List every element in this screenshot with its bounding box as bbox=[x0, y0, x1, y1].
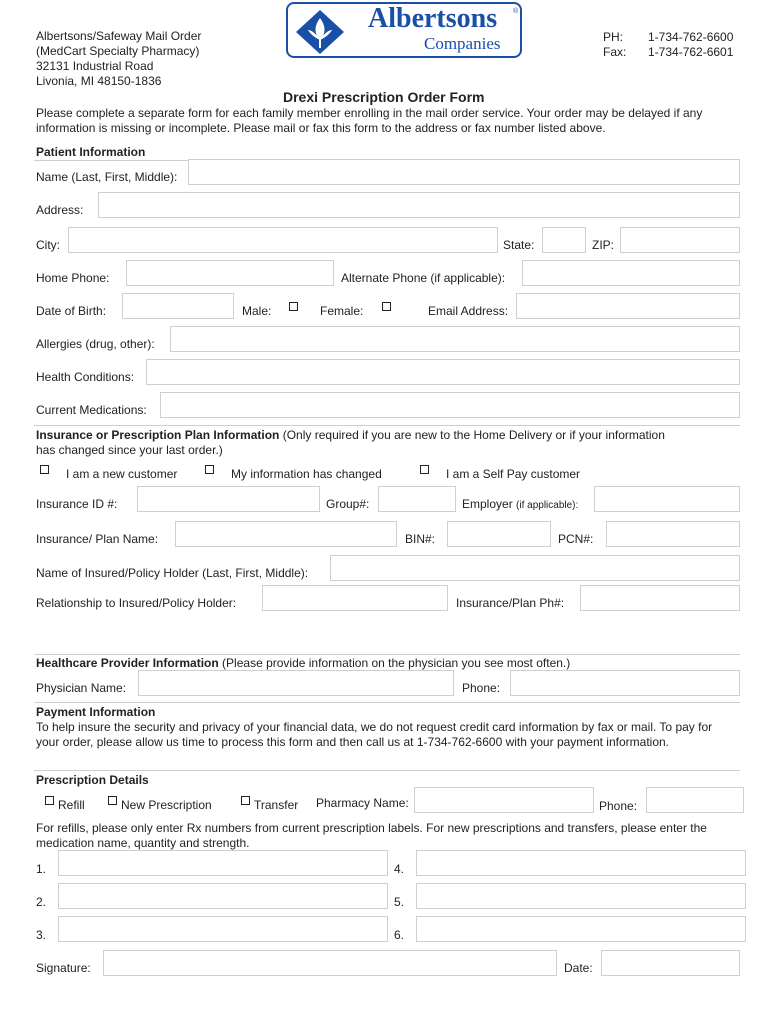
logo-wordmark: Albertsons bbox=[368, 3, 498, 34]
insurance-heading-row bbox=[36, 428, 665, 442]
pharmacy-phone-label: Phone: bbox=[599, 799, 638, 813]
city-input[interactable] bbox=[68, 227, 498, 253]
signature-label: Signature: bbox=[36, 961, 91, 975]
plan-name-label: Insurance/ Plan Name: bbox=[36, 532, 159, 546]
new-customer-label: I am a new customer bbox=[66, 467, 178, 481]
name-label: Name (Last, First, Middle): bbox=[36, 170, 178, 184]
fax-label: Fax: bbox=[603, 45, 627, 59]
alt-phone-input[interactable] bbox=[522, 260, 740, 286]
divider bbox=[34, 425, 740, 426]
zip-input[interactable] bbox=[620, 227, 740, 253]
self-pay-label: I am a Self Pay customer bbox=[446, 467, 581, 481]
form-title: Drexi Prescription Order Form bbox=[283, 89, 485, 105]
relationship-label: Relationship to Insured/Policy Holder: bbox=[36, 596, 237, 610]
address-line: 32131 Industrial Road bbox=[36, 59, 154, 73]
employer-input[interactable] bbox=[594, 486, 740, 512]
phone-value: 1-734-762-6600 bbox=[648, 30, 734, 44]
female-checkbox[interactable] bbox=[382, 302, 391, 311]
city-label: City: bbox=[36, 238, 60, 252]
group-label: Group#: bbox=[326, 497, 370, 511]
rx-line-2-input[interactable] bbox=[58, 883, 388, 909]
logo-registered-mark: ® bbox=[513, 8, 519, 15]
bin-label: BIN#: bbox=[405, 532, 436, 546]
rx-line-6-input[interactable] bbox=[416, 916, 746, 942]
divider bbox=[34, 702, 740, 703]
provider-note: (Please provide information on the physician you see most often.) bbox=[218, 656, 571, 670]
address-line: (MedCart Specialty Pharmacy) bbox=[36, 44, 200, 58]
state-input[interactable] bbox=[542, 227, 586, 253]
rx-line-4-input[interactable] bbox=[416, 850, 746, 876]
address-label: Address: bbox=[36, 203, 84, 217]
payment-text: To help insure the security and privacy of your financial data, we do not request credit card information by fax or mail. To pay for your order, please allow us time to process this form and then call us at 1-734-762-6600 with your payment information. bbox=[36, 720, 713, 749]
rx-line-1-input[interactable] bbox=[58, 850, 388, 876]
refill-label: Refill bbox=[58, 798, 85, 812]
current-medications-label: Current Medications: bbox=[36, 403, 147, 417]
state-label: State: bbox=[503, 238, 535, 252]
fax-value: 1-734-762-6601 bbox=[648, 45, 734, 59]
insurance-note-cont: has changed since your last order.) bbox=[36, 443, 223, 457]
divider bbox=[34, 770, 740, 771]
insurance-id-input[interactable] bbox=[137, 486, 320, 512]
allergies-input[interactable] bbox=[170, 326, 740, 352]
plan-phone-input[interactable] bbox=[580, 585, 740, 611]
rx-number-label: 4. bbox=[394, 862, 405, 876]
dob-input[interactable] bbox=[122, 293, 234, 319]
allergies-label: Allergies (drug, other): bbox=[36, 337, 155, 351]
rx-number-label: 2. bbox=[36, 895, 47, 909]
address-line: Livonia, MI 48150-1836 bbox=[36, 74, 162, 88]
logo-subtitle: Companies bbox=[424, 34, 501, 53]
policy-holder-label: Name of Insured/Policy Holder (Last, First, Middle): bbox=[36, 566, 309, 580]
self-pay-checkbox[interactable] bbox=[420, 465, 429, 474]
patient-address-input[interactable] bbox=[98, 192, 740, 218]
rx-number-label: 5. bbox=[394, 895, 405, 909]
info-changed-label: My information has changed bbox=[231, 467, 382, 481]
rx-number-label: 6. bbox=[394, 928, 405, 942]
zip-label: ZIP: bbox=[592, 238, 615, 252]
email-label: Email Address: bbox=[428, 304, 509, 318]
male-label: Male: bbox=[242, 304, 272, 318]
employer-label: Employer bbox=[462, 497, 513, 511]
prescription-instructions: For refills, please only enter Rx numbers from current prescription labels. For new prescriptions and transfers, please enter the medication name, quantity and strength. bbox=[36, 821, 707, 850]
leaf-emblem-icon bbox=[294, 8, 346, 56]
patient-heading: Patient Information bbox=[36, 145, 146, 159]
relationship-input[interactable] bbox=[262, 585, 448, 611]
rx-number-label: 1. bbox=[36, 862, 47, 876]
policy-holder-input[interactable] bbox=[330, 555, 740, 581]
employer-note: (if applicable): bbox=[516, 500, 579, 511]
insurance-id-label: Insurance ID #: bbox=[36, 497, 118, 511]
info-changed-checkbox[interactable] bbox=[205, 465, 214, 474]
transfer-label: Transfer bbox=[254, 798, 299, 812]
dob-label: Date of Birth: bbox=[36, 304, 107, 318]
insurance-heading: Insurance or Prescription Plan Information bbox=[36, 428, 280, 442]
refill-checkbox[interactable] bbox=[45, 796, 54, 805]
rx-number-label: 3. bbox=[36, 928, 47, 942]
phone-label: PH: bbox=[603, 30, 624, 44]
bin-input[interactable] bbox=[447, 521, 551, 547]
health-conditions-input[interactable] bbox=[146, 359, 740, 385]
intro-text: Please complete a separate form for each family member enrolling in the mail order service. Your order may be delayed if any information is missing or incomplete. Please mail or fax this form to the address or fax number listed above. bbox=[36, 106, 703, 135]
home-phone-label: Home Phone: bbox=[36, 271, 110, 285]
home-phone-input[interactable] bbox=[126, 260, 334, 286]
rx-line-3-input[interactable] bbox=[58, 916, 388, 942]
payment-heading: Payment Information bbox=[36, 705, 156, 719]
rx-line-5-input[interactable] bbox=[416, 883, 746, 909]
physician-phone-input[interactable] bbox=[510, 670, 740, 696]
employer-label-row bbox=[462, 497, 578, 513]
insurance-note: (Only required if you are new to the Home Delivery or if your information bbox=[279, 428, 665, 442]
new-prescription-checkbox[interactable] bbox=[108, 796, 117, 805]
physician-label: Physician Name: bbox=[36, 681, 127, 695]
pharmacy-name-label: Pharmacy Name: bbox=[316, 796, 409, 810]
female-label: Female: bbox=[320, 304, 364, 318]
plan-phone-label: Insurance/Plan Ph#: bbox=[456, 596, 565, 610]
address-line: Albertsons/Safeway Mail Order bbox=[36, 29, 202, 43]
alt-phone-label: Alternate Phone (if applicable): bbox=[341, 271, 506, 285]
new-customer-checkbox[interactable] bbox=[40, 465, 49, 474]
group-input[interactable] bbox=[378, 486, 456, 512]
prescription-heading: Prescription Details bbox=[36, 773, 149, 787]
albertsons-logo bbox=[286, 2, 522, 58]
date-input[interactable] bbox=[601, 950, 740, 976]
patient-name-input[interactable] bbox=[188, 159, 740, 185]
pharmacy-name-input[interactable] bbox=[414, 787, 594, 813]
provider-heading: Healthcare Provider Information bbox=[36, 656, 219, 670]
email-input[interactable] bbox=[516, 293, 740, 319]
transfer-checkbox[interactable] bbox=[241, 796, 250, 805]
divider bbox=[34, 654, 740, 655]
physician-phone-label: Phone: bbox=[462, 681, 501, 695]
new-prescription-label: New Prescription bbox=[121, 798, 212, 812]
signature-input[interactable] bbox=[103, 950, 557, 976]
male-checkbox[interactable] bbox=[289, 302, 298, 311]
health-conditions-label: Health Conditions: bbox=[36, 370, 135, 384]
current-medications-input[interactable] bbox=[160, 392, 740, 418]
plan-name-input[interactable] bbox=[175, 521, 397, 547]
pharmacy-phone-input[interactable] bbox=[646, 787, 744, 813]
pcn-label: PCN#: bbox=[558, 532, 594, 546]
physician-name-input[interactable] bbox=[138, 670, 454, 696]
date-label: Date: bbox=[564, 961, 593, 975]
pcn-input[interactable] bbox=[606, 521, 740, 547]
provider-heading-row bbox=[36, 656, 570, 670]
